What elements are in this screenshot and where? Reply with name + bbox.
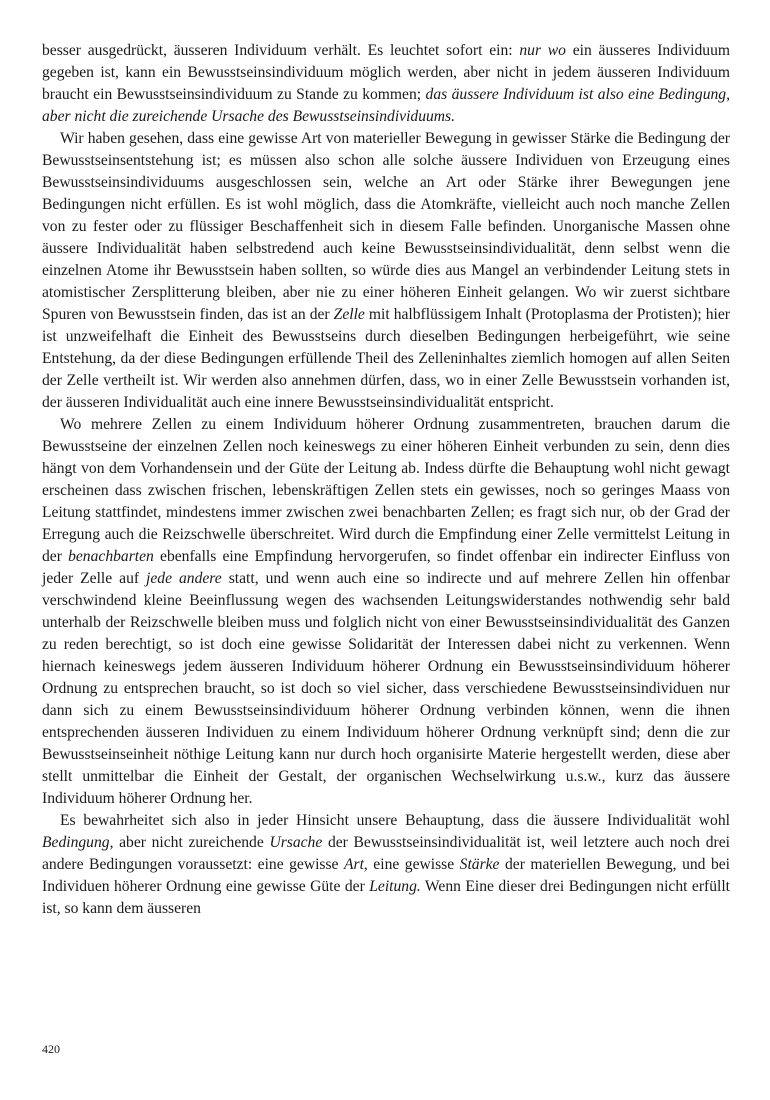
- italic-text-segment: Stärke: [459, 856, 500, 873]
- text-segment: Wenn Eine dieser drei Bedingungen nicht erfüllt ist, so kann dem äusseren: [42, 878, 730, 917]
- text-segment: , eine gewisse: [363, 856, 460, 873]
- italic-text-segment: Bedingung: [42, 834, 110, 851]
- italic-text-segment: Art: [343, 856, 364, 873]
- text-segment: besser ausgedrückt, äusseren Individuum verhält. Es leuchtet sofort ein:: [42, 42, 520, 59]
- text-segment: der materiellen Bewegung, und bei Individuen höherer Ordnung eine gewisse Güte der: [42, 856, 731, 895]
- italic-text-segment: Leitung.: [369, 878, 421, 895]
- paragraph: [42, 414, 730, 810]
- paragraph: [42, 810, 730, 920]
- text-segment: ebenfalls eine Empfindung hervorgerufen, so findet offenbar ein indirecter Einfluss von jeder Zelle auf: [42, 548, 730, 587]
- text-segment: Es bewahrheitet sich also in jeder Hinsicht unsere Behauptung, dass die äussere Individualität wohl: [60, 812, 730, 829]
- page-number: 420: [42, 1042, 60, 1056]
- text-segment: ein äusseres Individuum gegeben ist, kann ein Bewusstseinsindividuum möglich werden, aber nicht in jedem äusseren Individuum braucht ein Bewusstseinsindividuum zu Stande zu kommen;: [42, 42, 731, 103]
- italic-text-segment: Ursache: [269, 834, 323, 851]
- italic-text-segment: nur wo: [519, 42, 566, 59]
- italic-text-segment: jede andere: [146, 570, 222, 587]
- italic-text-segment: Zelle: [333, 306, 365, 323]
- text-segment: der Bewusstseinsindividualität ist, weil letztere auch noch drei andere Bedingungen voraussetzt: eine gewisse: [42, 834, 731, 873]
- text-segment: statt, und wenn auch eine so indirecte und auf mehrere Zellen hin offenbar verschwindend kleine Beeinflussung wegen des wachsenden Leitungswiderstandes nothwendig sehr bald unterhalb der Reizschwelle bleiben muss und folglich nicht von einer Bewusstseinsindividualität des Ganzen zu reden berechtigt, so ist doch eine gewisse Solidarität der Interessen dabei nicht zu verkennen. Wenn hiernach keineswegs jedem äusseren Individuum höherer Ordnung ein Bewusstseinsindividuum höherer Ordnung zu entsprechen braucht, so ist doch so viel sicher, dass verschiedene Bewusstseinsindividuen nur dann sich zu einem Bewusstseinsindividuum höherer Ordnung verbinden können, wenn die ihnen entsprechenden äusseren Individuen zu einem Individuum höherer Ordnung verknüpft sind; denn die zur Bewusstseinseinheit nöthige Leitung kann nur durch hoch organisirte Materie hergestellt werden, diese aber stellt unmittelbar die Einheit der Gestalt, der organischen Wechselwirkung u.s.w., kurz das äussere Individuum höherer Ordnung her.: [42, 570, 731, 807]
- text-segment: , aber nicht zureichende: [109, 834, 270, 851]
- text-segment: Wir haben gesehen, dass eine gewisse Art von materieller Bewegung in gewisser Stärke die Bedingung der Bewusstseinsentstehung ist; es müssen also schon alle solche äussere Individuen von Erzeugung eines Bewusstseinsindividuums ausgeschlossen sein, welche an Art oder Stärke ihrer Bewegungen jene Bedingungen nicht erfüllen. Es ist wohl möglich, dass die Atomkräfte, vielleicht auch noch manche Zellen von zu fester oder zu flüssiger Beschaffenheit sich in diesem Falle befinden. Unorganische Massen ohne äussere Individualität haben selbstredend auch keine Bewusstseinsindividualität, denn selbst wenn die einzelnen Atome ihr Bewusstsein haben sollten, so würde dies aus Mangel an verbindender Leitung stets in atomistischer Zersplitterung bleiben, aber nie zu einer höheren Einheit gelangen. Wo wir zuerst sichtbare Spuren von Bewusstsein finden, das ist an der: [42, 130, 730, 323]
- italic-text-segment: benachbarten: [68, 548, 154, 565]
- page-body: [42, 40, 730, 920]
- paragraph: [42, 128, 730, 414]
- italic-text-segment: das äussere Individuum ist also eine Bedingung, aber nicht die zureichende Ursache des Bewusstseinsindividuums.: [42, 86, 730, 125]
- text-segment: mit halbflüssigem Inhalt (Protoplasma der Protisten); hier ist unzweifelhaft die Einheit des Bewusstseins durch dieselben Bedingungen herbeigeführt, wie seine Entstehung, da der diese Bedingungen erfüllende Theil des Zelleninhaltes ziemlich homogen auf allen Seiten der Zelle vertheilt ist. Wir werden also annehmen dürfen, dass, wo in einer Zelle Bewusstsein vorhanden ist, der äusseren Individualität auch eine innere Bewusstseinsindividualität entspricht.: [42, 306, 731, 411]
- text-segment: Wo mehrere Zellen zu einem Individuum höherer Ordnung zusammentreten, brauchen darum die Bewusstseine der einzelnen Zellen noch keineswegs zu einer höheren Einheit verbunden zu sein, denn dies hängt von dem Vorhandensein und der Güte der Leitung ab. Indess dürfte die Behauptung wohl nicht gewagt erscheinen dass zwischen frischen, lebenskräftigen Zellen stets ein gewisses, noch so geringes Maass von Leitung stattfindet, mindestens immer zwischen zwei benachbarten Zellen; es fragt sich nur, ob der Grad der Erregung auch die Reizschwelle überschreitet. Wird durch die Empfindung einer Zelle vermittelst Leitung in der: [42, 416, 730, 565]
- paragraph: [42, 40, 730, 128]
